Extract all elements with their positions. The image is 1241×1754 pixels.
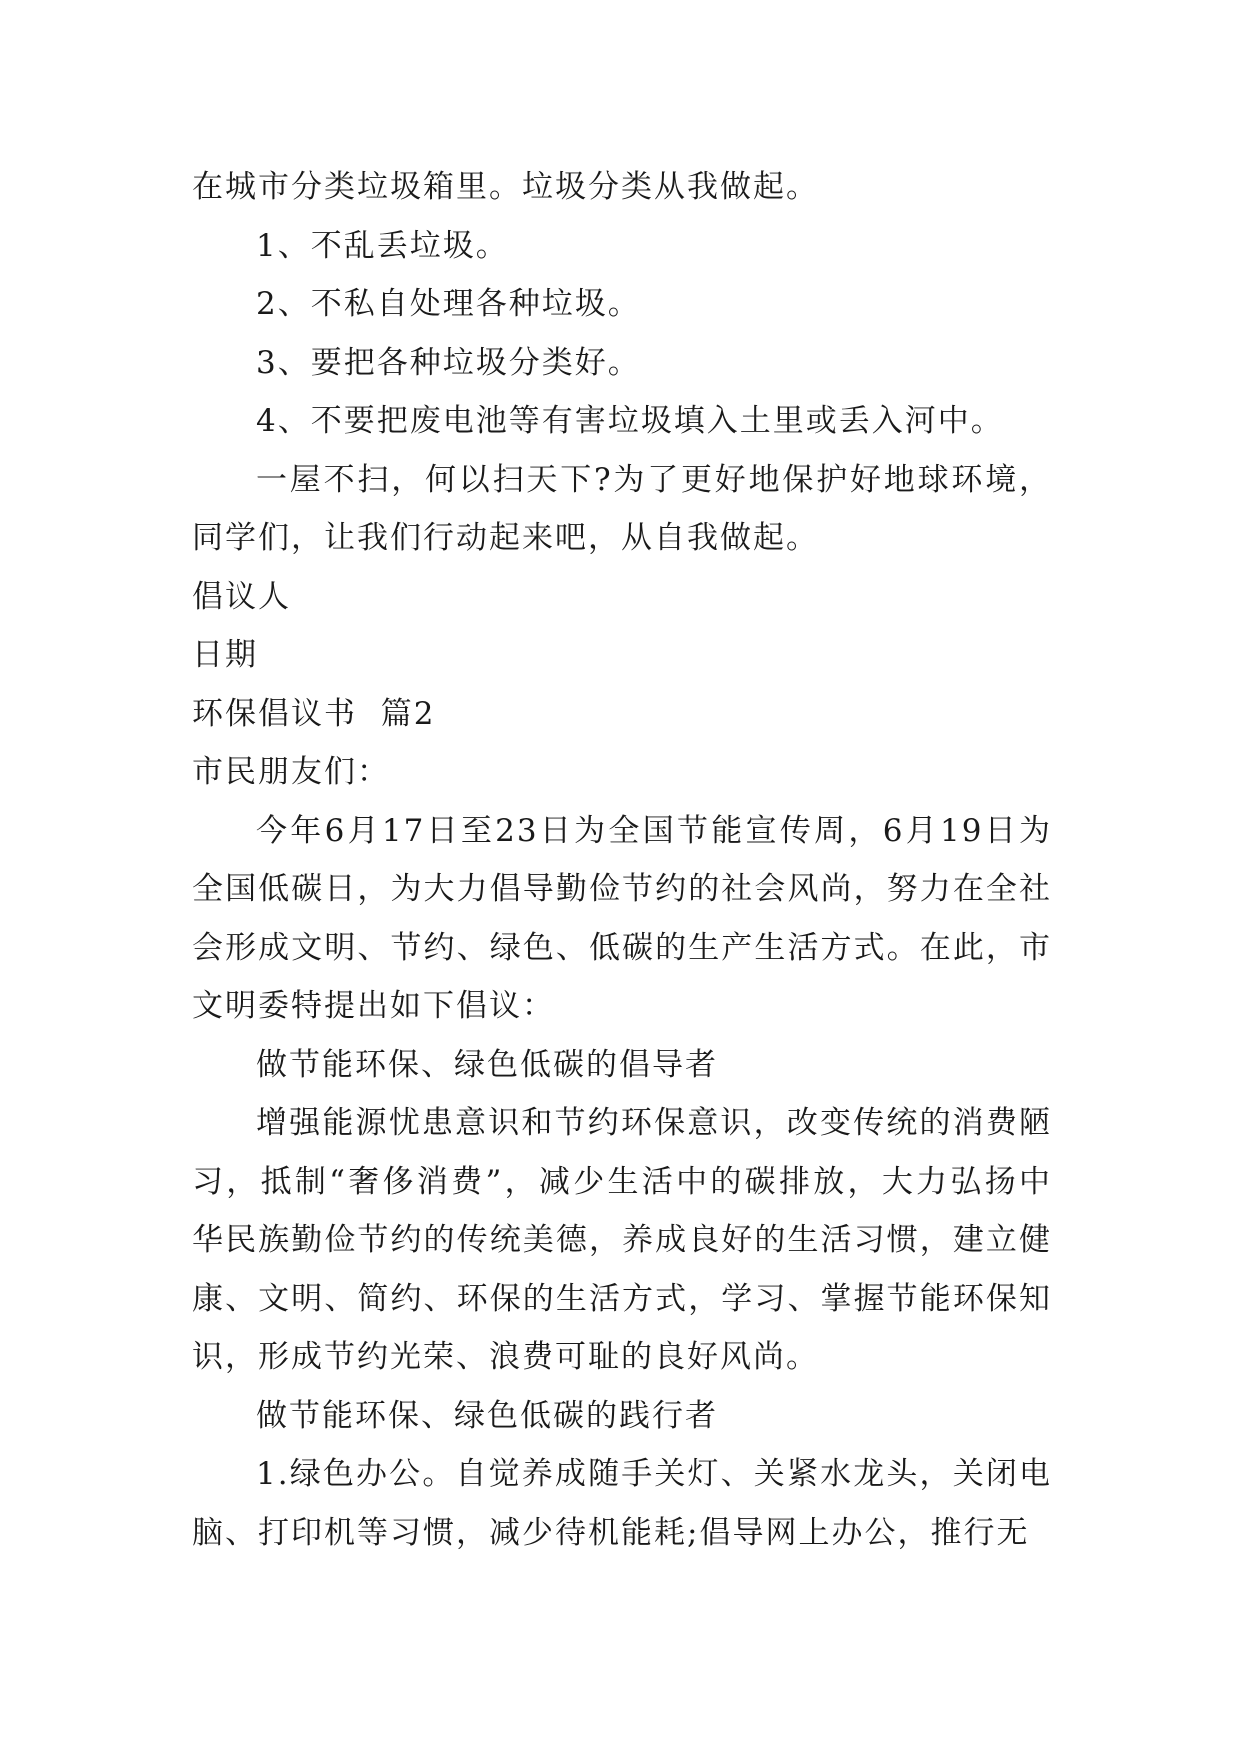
paragraph-advocate: 增强能源忧患意识和节约环保意识，改变传统的消费陋习，抵制“奢侈消费”，减少生活中的碳排放，大力弘扬中华民族勤俭节约的传统美德，养成良好的生活习惯，建立健康、文明、简约、环保的生活方式，学习、掌握节能环保知识，形成节约光荣、浪费可耻的良好风尚。 xyxy=(192,1105,1052,1375)
signature-proposer: 倡议人 xyxy=(192,578,291,615)
salutation: 市民朋友们： xyxy=(192,754,390,790)
list-item-2: 2、不私自处理各种垃圾。 xyxy=(256,286,641,322)
paragraph-intro-end: 在城市分类垃圾箱里。垃圾分类从我做起。 xyxy=(192,169,819,205)
paragraph-closing: 一屋不扫，何以扫天下?为了更好地保护好地球环境，同学们，让我们行动起来吧，从自我做起。 xyxy=(192,461,1052,556)
paragraph-green-office: 1.绿色办公。自觉养成随手关灯、关紧水龙头，关闭电脑、打印机等习惯，减少待机能耗;倡导网上办公，推行无 xyxy=(192,1456,1052,1551)
section-title: 环保倡议书 篇2 xyxy=(192,695,436,732)
heading-advocate: 做节能环保、绿色低碳的倡导者 xyxy=(256,1046,718,1083)
list-item-3: 3、要把各种垃圾分类好。 xyxy=(256,344,641,381)
paragraph-background: 今年6月17日至23日为全国节能宣传周，6月19日为全国低碳日，为大力倡导勤俭节约的社会风尚，努力在全社会形成文明、节约、绿色、低碳的生产生活方式。在此，市文明委特提出如下倡议： xyxy=(192,812,1052,1024)
list-item-4: 4、不要把废电池等有害垃圾填入土里或丢入河中。 xyxy=(256,403,1004,439)
list-item-1: 1、不乱丢垃圾。 xyxy=(256,227,509,264)
heading-practitioner: 做节能环保、绿色低碳的践行者 xyxy=(256,1397,718,1434)
document-body xyxy=(192,158,1052,1562)
signature-date: 日期 xyxy=(192,637,258,673)
